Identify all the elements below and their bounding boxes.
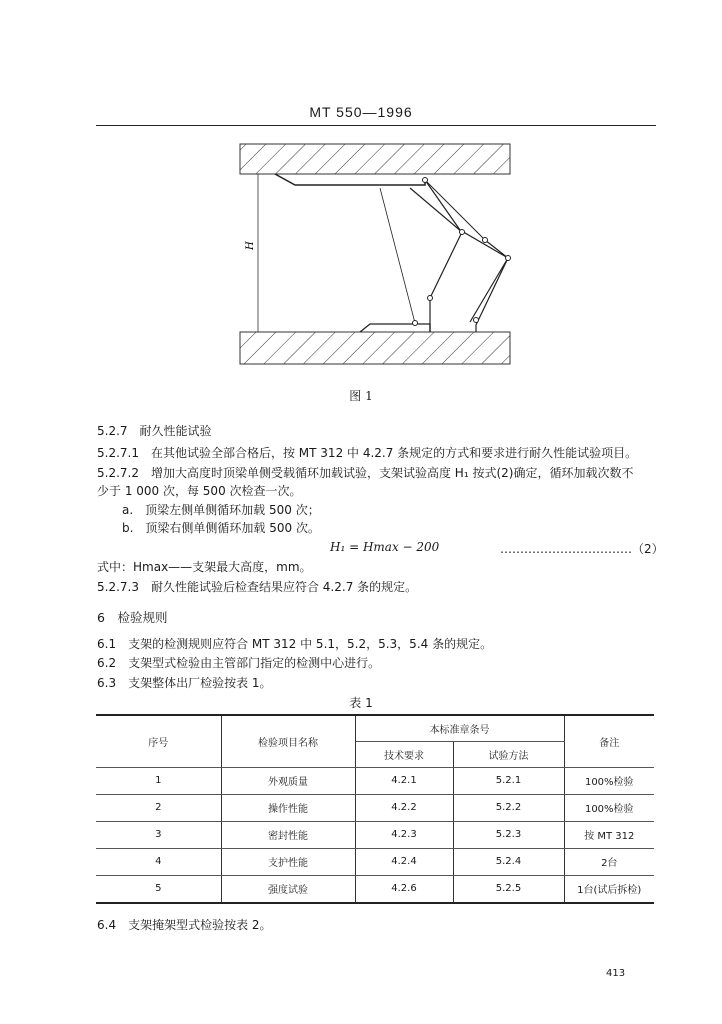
front-link bbox=[425, 180, 508, 322]
table-row bbox=[96, 767, 654, 794]
pin-joint bbox=[413, 321, 418, 326]
table-row bbox=[96, 848, 654, 875]
section-5-2-7: 5.2.7 耐久性能试验 bbox=[97, 424, 212, 438]
header-rule bbox=[96, 125, 656, 126]
header-remark: 备注 bbox=[564, 715, 654, 767]
pin-joint bbox=[460, 230, 465, 235]
cell-remark: 1台(试后拆检) bbox=[564, 875, 654, 903]
pin-joint bbox=[423, 178, 428, 183]
cell-remark: 按 MT 312 bbox=[564, 821, 654, 848]
cell-item: 外观质量 bbox=[221, 767, 355, 794]
table-row bbox=[96, 875, 654, 903]
cell-remark: 100%检验 bbox=[564, 794, 654, 821]
list-item-b: b. 顶梁右侧单侧循环加载 500 次。 bbox=[122, 521, 320, 535]
cell-item: 支护性能 bbox=[221, 848, 355, 875]
cell-method: 5.2.4 bbox=[453, 848, 564, 875]
cell-seq: 1 bbox=[96, 767, 221, 794]
inspection-table bbox=[96, 714, 654, 904]
cell-tech: 4.2.6 bbox=[355, 875, 453, 903]
base-plate bbox=[360, 324, 430, 332]
cell-method: 5.2.1 bbox=[453, 767, 564, 794]
cell-remark: 100%检验 bbox=[564, 767, 654, 794]
section-6-title: 6 检验规则 bbox=[97, 610, 168, 625]
roof-plate bbox=[240, 144, 510, 174]
cell-method: 5.2.2 bbox=[453, 794, 564, 821]
standard-header: MT 550—1996 bbox=[309, 104, 413, 120]
list-item-a: a. 顶梁左侧单侧循环加载 500 次； bbox=[122, 503, 320, 517]
cell-tech: 4.2.2 bbox=[355, 794, 453, 821]
pin-joint bbox=[483, 238, 488, 243]
header-seq: 序号 bbox=[96, 715, 221, 767]
formula-2: H₁ = Hmax − 200 bbox=[330, 540, 440, 554]
diagonal-link bbox=[425, 180, 485, 240]
cell-item: 强度试验 bbox=[221, 875, 355, 903]
height-label: H bbox=[245, 241, 256, 250]
cell-tech: 4.2.4 bbox=[355, 848, 453, 875]
cell-tech: 4.2.1 bbox=[355, 767, 453, 794]
section-5-2-7-2-line2: 少于 1 000 次，每 500 次检查一次。 bbox=[97, 484, 302, 498]
section-6-4: 6.4 支架掩架型式检验按表 2。 bbox=[97, 918, 272, 932]
cell-seq: 3 bbox=[96, 821, 221, 848]
pin-joint bbox=[474, 318, 479, 323]
canopy-beam bbox=[275, 174, 425, 185]
section-6-2: 6.2 支架型式检验由主管部门指定的检测中心进行。 bbox=[97, 656, 381, 670]
section-5-2-7-3: 5.2.7.3 耐久性能试验后检查结果应符合 4.2.7 条的规定。 bbox=[97, 580, 418, 594]
leg-line bbox=[380, 188, 415, 323]
cell-seq: 4 bbox=[96, 848, 221, 875]
cell-seq: 2 bbox=[96, 794, 221, 821]
pin-joint bbox=[428, 296, 433, 301]
header-clause: 本标准章条号 bbox=[355, 715, 564, 741]
section-5-2-7-2-line1: 5.2.7.2 增加大高度时顶梁单侧受载循环加载试验，支架试验高度 H₁ 按式(2)确定，循环加载次数不 bbox=[97, 466, 634, 480]
cell-remark: 2台 bbox=[564, 848, 654, 875]
cell-item: 操作性能 bbox=[221, 794, 355, 821]
header-method: 试验方法 bbox=[453, 741, 564, 767]
cell-method: 5.2.3 bbox=[453, 821, 564, 848]
floor-plate bbox=[240, 332, 510, 364]
section-5-2-7-1: 5.2.7.1 在其他试验全部合格后，按 MT 312 中 4.2.7 条规定的方式和要求进行耐久性能试验项目。 bbox=[97, 446, 638, 460]
header-tech: 技术要求 bbox=[355, 741, 453, 767]
table-row bbox=[96, 794, 654, 821]
section-6-3: 6.3 支架整体出厂检验按表 1。 bbox=[97, 676, 272, 690]
support-frame-figure bbox=[230, 140, 520, 372]
cell-tech: 4.2.3 bbox=[355, 821, 453, 848]
header-item: 检验项目名称 bbox=[221, 715, 355, 767]
formula-number: ……………………………（2） bbox=[500, 542, 664, 556]
cell-method: 5.2.5 bbox=[453, 875, 564, 903]
page-number: 413 bbox=[606, 968, 626, 979]
figure-caption: 图 1 bbox=[349, 389, 373, 403]
cell-item: 密封性能 bbox=[221, 821, 355, 848]
cell-seq: 5 bbox=[96, 875, 221, 903]
table-caption: 表 1 bbox=[349, 696, 373, 710]
pin-joint bbox=[506, 256, 511, 261]
section-6-1: 6.1 支架的检测规则应符合 MT 312 中 5.1，5.2，5.3，5.4 条的规定。 bbox=[97, 637, 493, 651]
formula-where: 式中：Hmax——支架最大高度，mm。 bbox=[97, 560, 312, 574]
table-row bbox=[96, 821, 654, 848]
